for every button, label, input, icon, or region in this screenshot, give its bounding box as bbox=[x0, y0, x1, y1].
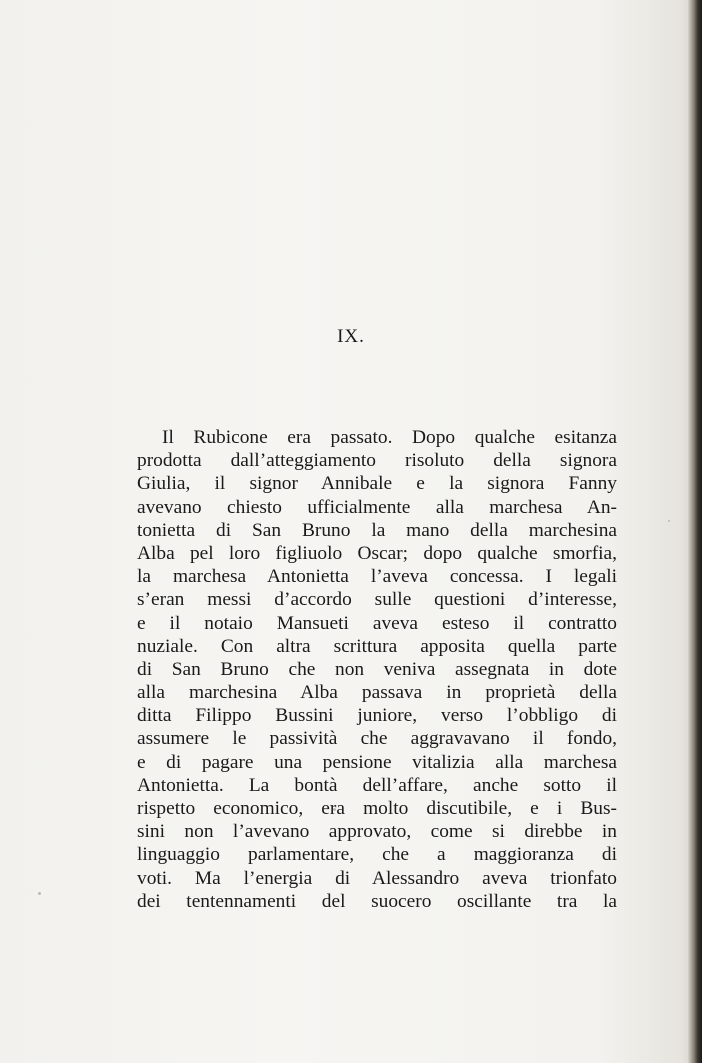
text-line: di San Bruno che non veniva assegnata in dote bbox=[137, 658, 617, 680]
paper-speck bbox=[38, 892, 41, 895]
text-line: sini non l’avevano approvato, come si direbbe in bbox=[137, 821, 617, 843]
text-line: dei tentennamenti del suocero oscillante tra la bbox=[137, 890, 617, 912]
text-line: Il Rubicone era passato. Dopo qualche esitanza bbox=[162, 427, 617, 448]
text-line: avevano chiesto ufficialmente alla marchesa An- bbox=[137, 496, 617, 518]
text-line: ditta Filippo Bussini juniore, verso l’obbligo di bbox=[137, 705, 617, 727]
paper-speck bbox=[668, 520, 670, 522]
text-line: Alba pel loro figliuolo Oscar; dopo qualche smorfia, bbox=[137, 542, 617, 564]
text-line: e di pagare una pensione vitalizia alla marchesa bbox=[137, 751, 617, 773]
text-line: tonietta di San Bruno la mano della marchesina bbox=[137, 519, 617, 541]
text-line: assumere le passività che aggravavano il fondo, bbox=[137, 728, 617, 750]
chapter-paragraph bbox=[137, 426, 617, 913]
text-line: nuziale. Con altra scrittura apposita quella parte bbox=[137, 635, 617, 657]
text-line: e il notaio Mansueti aveva esteso il contratto bbox=[137, 612, 617, 634]
text-line: linguaggio parlamentare, che a maggioranza di bbox=[137, 844, 617, 866]
text-line: voti. Ma l’energia di Alessandro aveva trionfato bbox=[137, 867, 617, 889]
text-line: Antonietta. La bontà dell’affare, anche sotto il bbox=[137, 774, 617, 796]
chapter-heading: IX. bbox=[337, 326, 365, 347]
text-line: alla marchesina Alba passava in proprietà della bbox=[137, 682, 617, 704]
page-binding-edge bbox=[688, 0, 702, 1063]
text-line: Giulia, il signor Annibale e la signora Fanny bbox=[137, 473, 617, 495]
text-line: prodotta dall’atteggiamento risoluto della signora bbox=[137, 450, 617, 472]
text-line: rispetto economico, era molto discutibile, e i Bus- bbox=[137, 798, 617, 819]
text-line: la marchesa Antonietta l’aveva concessa. I legali bbox=[137, 566, 617, 588]
text-line: s’eran messi d’accordo sulle questioni d’interesse, bbox=[137, 589, 617, 611]
